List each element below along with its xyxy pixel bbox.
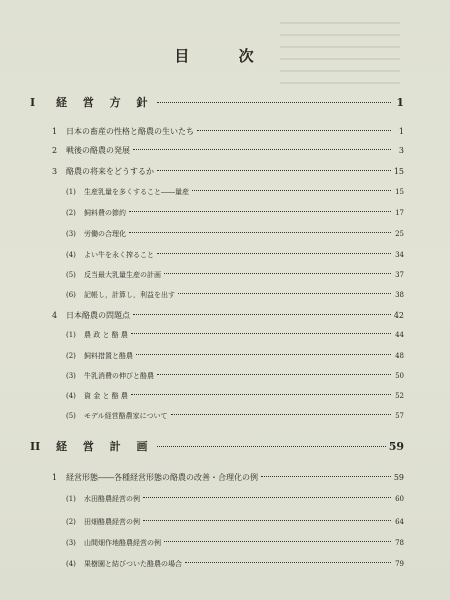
toc-part-1[interactable]	[30, 94, 404, 110]
subsection-title: 資 金 と 酪 農	[84, 392, 128, 400]
toc-subsection[interactable]	[66, 494, 404, 504]
dot-leader	[129, 232, 391, 233]
page-number: 42	[393, 311, 404, 320]
subsection-title: よい牛を永く搾ること	[84, 251, 154, 259]
chapter-title: 経営形態――各種経営形態の酪農の改善・合理化の例	[66, 473, 258, 482]
part-title: 経 営 方 針	[56, 96, 154, 109]
subsection-number: (1)	[66, 495, 76, 503]
page-number: 59	[388, 440, 404, 453]
toc-chapter[interactable]	[52, 472, 404, 483]
page-number: 57	[395, 412, 404, 420]
chapter-title: 日本の畜産の性格と酪農の生いたち	[66, 127, 194, 136]
page-number: 1	[396, 96, 404, 109]
subsection-title: 農 政 と 酪 農	[84, 331, 128, 339]
chapter-title: 日本酪農の問題点	[66, 311, 130, 320]
subsection-number: (4)	[66, 251, 76, 259]
toc-subsection[interactable]	[66, 371, 404, 381]
subsection-number: (4)	[66, 392, 76, 400]
page-number: 79	[395, 560, 404, 568]
chapter-number: 4	[52, 311, 58, 320]
toc-subsection[interactable]	[66, 411, 404, 421]
toc-subsection[interactable]	[66, 270, 404, 280]
dot-leader	[131, 333, 391, 334]
dot-leader	[171, 414, 391, 415]
part-title: 経 営 計 画	[56, 440, 154, 453]
chapter-number: 1	[52, 473, 58, 482]
page-number: 64	[395, 518, 404, 526]
toc-subsection[interactable]	[66, 538, 404, 548]
toc-subsection[interactable]	[66, 208, 404, 218]
toc-subsection[interactable]	[66, 229, 404, 239]
dot-leader	[164, 273, 391, 274]
dot-leader	[133, 314, 391, 315]
subsection-number: (6)	[66, 291, 76, 299]
dot-leader	[136, 354, 391, 355]
toc-subsection[interactable]	[66, 290, 404, 300]
toc-part-2[interactable]	[30, 438, 404, 454]
subsection-title: 果樹園と結びついた酪農の場合	[84, 560, 182, 568]
page-number: 48	[395, 352, 404, 360]
toc-subsection[interactable]	[66, 250, 404, 260]
dot-leader	[129, 211, 391, 212]
subsection-number: (5)	[66, 271, 76, 279]
page-number: 37	[395, 271, 404, 279]
subsection-title: モデル経営酪農家について	[84, 412, 168, 420]
part-number: I	[30, 96, 36, 109]
page-number: 15	[393, 167, 404, 176]
page-number: 78	[395, 539, 404, 547]
subsection-number: (1)	[66, 188, 76, 196]
dot-leader	[133, 149, 391, 150]
dot-leader	[157, 170, 391, 171]
page-number: 1	[398, 127, 404, 136]
subsection-title: 飼料措置と酪農	[84, 352, 133, 360]
toc-chapter[interactable]	[52, 310, 404, 321]
toc-subsection[interactable]	[66, 559, 404, 569]
dot-leader	[157, 102, 392, 103]
page-number: 3	[398, 146, 404, 155]
page-number: 60	[395, 495, 404, 503]
subsection-number: (1)	[66, 331, 76, 339]
subsection-number: (3)	[66, 539, 76, 547]
subsection-title: 生産乳量を多くすること――量産	[84, 188, 189, 196]
page-number: 44	[395, 331, 404, 339]
chapter-title: 戦後の酪農の発展	[66, 146, 130, 155]
dot-leader	[197, 130, 391, 131]
toc-subsection[interactable]	[66, 187, 404, 197]
dot-leader	[143, 497, 391, 498]
page-number: 17	[395, 209, 404, 217]
subsection-number: (5)	[66, 412, 76, 420]
dot-leader	[261, 476, 391, 477]
toc-subsection[interactable]	[66, 330, 404, 340]
page-number: 50	[395, 372, 404, 380]
subsection-title: 牛乳消費の伸びと酪農	[84, 372, 154, 380]
dot-leader	[185, 562, 391, 563]
chapter-number: 1	[52, 127, 58, 136]
toc-chapter[interactable]	[52, 145, 404, 156]
part-number: II	[30, 440, 41, 453]
page-number: 15	[395, 188, 404, 196]
subsection-title: 記帳し，計算し，利益を出す	[84, 291, 175, 299]
subsection-number: (2)	[66, 518, 76, 526]
subsection-title: 山間畑作地酪農経営の例	[84, 539, 161, 547]
subsection-title: 反当最大乳量生産の計画	[84, 271, 161, 279]
page-number: 38	[395, 291, 404, 299]
dot-leader	[157, 253, 391, 254]
page-number: 59	[393, 473, 404, 482]
toc-subsection[interactable]	[66, 391, 404, 401]
subsection-title: 飼料費の節約	[84, 209, 126, 217]
page-number: 52	[395, 392, 404, 400]
page-number: 34	[395, 251, 404, 259]
toc-chapter[interactable]	[52, 166, 404, 177]
subsection-number: (3)	[66, 230, 76, 238]
dot-leader	[157, 446, 386, 447]
subsection-number: (2)	[66, 209, 76, 217]
dot-leader	[143, 520, 391, 521]
dot-leader	[192, 190, 391, 191]
toc-chapter[interactable]	[52, 126, 404, 137]
dot-leader	[178, 293, 391, 294]
dot-leader	[131, 394, 391, 395]
subsection-title: 労働の合理化	[84, 230, 126, 238]
dot-leader	[164, 541, 391, 542]
page-title: 目 次	[174, 47, 276, 65]
chapter-number: 2	[52, 146, 58, 155]
dot-leader	[157, 374, 391, 375]
page-number: 25	[395, 230, 404, 238]
subsection-number: (4)	[66, 560, 76, 568]
subsection-title: 田畑酪農経営の例	[84, 518, 140, 526]
toc-subsection[interactable]	[66, 517, 404, 527]
toc-subsection[interactable]	[66, 351, 404, 361]
chapter-number: 3	[52, 167, 58, 176]
subsection-title: 水田酪農経営の例	[84, 495, 140, 503]
subsection-number: (3)	[66, 372, 76, 380]
subsection-number: (2)	[66, 352, 76, 360]
chapter-title: 酪農の将来をどうするか	[66, 167, 154, 176]
